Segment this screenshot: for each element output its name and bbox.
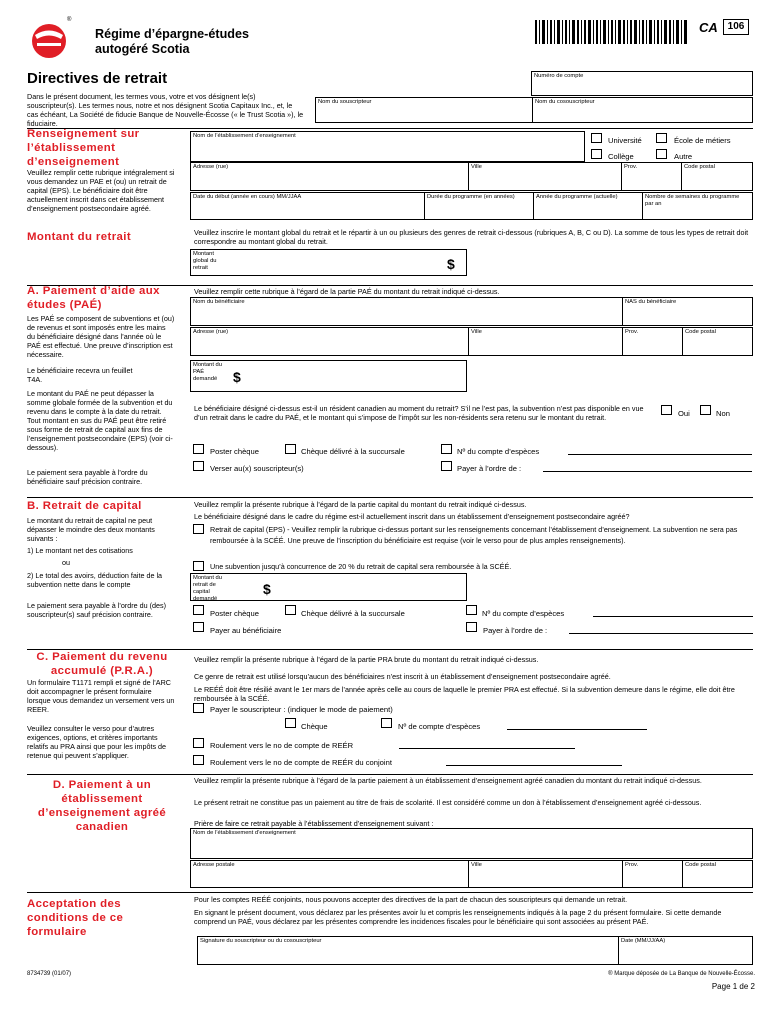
b-eps-label: Retrait de capital (EPS) - Veuillez remplir la rubrique ci-dessus portant sur les renseignements concernant l’établissement d’enseignement. La subvention ne sera pas remboursée à la SCÉÉ. Une preuve de l’inscription du bénéficiaire est requise (voir le verso pour de plus amples renseignements). xyxy=(210,525,738,545)
trademark-note: ® Marque déposée de La Banque de Nouvelle-Écosse. xyxy=(608,971,755,977)
c-rrsp-input[interactable] xyxy=(399,748,575,749)
b-cash-account-label: Nº du compte d’espèces xyxy=(482,609,565,618)
d-province-field[interactable]: Prov. xyxy=(622,860,683,888)
resident-yes-checkbox[interactable] xyxy=(661,405,672,415)
university-label: Université xyxy=(608,136,642,145)
section-b-side-p2: 1) Le montant net des cotisations xyxy=(27,546,133,555)
section-b-side-p4: Le paiement sera payable à l’ordre du (des) souscripteur(s) sauf précision contraire. xyxy=(27,601,167,619)
a-pay-to-input[interactable] xyxy=(543,471,752,472)
b-pay-to-checkbox[interactable] xyxy=(466,622,477,632)
resident-no-checkbox[interactable] xyxy=(700,405,711,415)
signature-field[interactable]: Signature du souscripteur ou du cosouscripteur xyxy=(197,936,619,965)
capital-amount-field[interactable]: Montant du retrait de capital demandé $ xyxy=(190,573,467,601)
a-mail-cheque-label: Poster chèque xyxy=(210,447,259,456)
form-title-line2: autogéré Scotia xyxy=(95,42,190,56)
section-a-side-p4: Le paiement sera payable à l’ordre du bénéficiaire sauf précision contraire. xyxy=(27,468,148,486)
institution-province-field[interactable]: Prov. xyxy=(621,162,682,191)
other-label: Autre xyxy=(674,152,693,161)
beneficiary-name-field[interactable]: Nom du bénéficiaire xyxy=(190,297,623,326)
b-cash-account-input[interactable] xyxy=(593,616,753,617)
c-cash-account-checkbox[interactable] xyxy=(381,718,392,728)
d-address-field[interactable]: Adresse postale xyxy=(190,860,469,888)
c-cheque-checkbox[interactable] xyxy=(285,718,296,728)
beneficiary-sin-field[interactable]: NAS du bénéficiaire xyxy=(622,297,753,326)
b-pay-to-input[interactable] xyxy=(569,633,753,634)
section-a-side-p2: Le bénéficiaire recevra un feuillet T4A. xyxy=(27,366,133,384)
b-branch-cheque-checkbox[interactable] xyxy=(285,605,296,615)
institution-heading: Renseignement sur l’établissement d’enseignement xyxy=(27,128,140,168)
page-number: Page 1 de 2 xyxy=(711,982,755,991)
c-cash-account-label: Nº de compte d’espèces xyxy=(398,722,481,731)
page-title: Directives de retrait xyxy=(27,70,168,87)
b-cash-account-checkbox[interactable] xyxy=(466,605,477,615)
acceptance-heading: Acceptation des conditions de ce formulaire xyxy=(27,898,124,938)
section-d-p2: Prière de faire ce retrait payable à l’établissement d’enseignement suivant : xyxy=(194,819,434,828)
institution-name-field[interactable]: Nom de l’établissement d’enseignement xyxy=(190,131,585,162)
a-cash-account-label: Nº du compte d’espèces xyxy=(457,447,540,456)
b-mail-cheque-label: Poster chèque xyxy=(210,609,259,618)
a-branch-cheque-label: Chèque délivré à la succursale xyxy=(301,447,405,456)
c-cheque-label: Chèque xyxy=(301,722,328,731)
intro-text: Dans le présent document, les termes vous, votre et vos désignent le(s) souscripteur(s). Les termes nous, notre et nos désignent Scotia Capitaux Inc., et, le cas échéant, La Société de fiducie Banque de Nouvelle-Écosse (« le Trust Scotia »), le fiduciaire. xyxy=(27,92,304,128)
amount-heading: Montant du retrait xyxy=(27,231,132,243)
section-b-side-p1: Le montant du retrait de capital ne peut dépasser le moindre des deux montants suivants : xyxy=(27,516,155,543)
scotia-logo xyxy=(27,20,75,60)
section-b-heading: B. Retrait de capital xyxy=(27,500,142,512)
section-d-heading: D. Paiement à un établissement d’enseignement agréé canadien xyxy=(37,779,167,833)
pae-amount-field[interactable]: Montant du PAÉ demandé $ xyxy=(190,360,467,392)
section-b-question: Le bénéficiaire désigné dans le cadre du régime est-il actuellement inscrit dans un établissement d’enseignement postsecondaire agréé? xyxy=(194,512,630,521)
dollar-sign: $ xyxy=(233,369,241,385)
d-city-field[interactable]: Ville xyxy=(468,860,623,888)
institution-city-field[interactable]: Ville xyxy=(468,162,622,191)
section-a-side-p1: Les PAÉ se composent de subventions et (ou) de revenus et sont imposés entre les mains du bénéficiaire désigné dans l’année où le PAÉ est effectué. Une preuve d’inscription est nécessaire. xyxy=(27,314,175,359)
account-number-field[interactable]: Numéro de compte xyxy=(531,71,753,96)
c-rrsp-label: Roulement vers le no de compte de REÉR xyxy=(210,741,354,750)
a-mail-cheque-checkbox[interactable] xyxy=(193,444,204,454)
a-cash-account-input[interactable] xyxy=(568,454,752,455)
a-transfer-checkbox[interactable] xyxy=(193,461,204,471)
c-rrsp-checkbox[interactable] xyxy=(193,738,204,748)
b-pay-beneficiary-checkbox[interactable] xyxy=(193,622,204,632)
b-branch-cheque-label: Chèque délivré à la succursale xyxy=(301,609,405,618)
beneficiary-address-field[interactable]: Adresse (rue) xyxy=(190,327,469,356)
ca-mark: CA xyxy=(699,20,718,35)
b-mail-cheque-checkbox[interactable] xyxy=(193,605,204,615)
dollar-sign: $ xyxy=(263,581,271,597)
c-rrsp-joint-checkbox[interactable] xyxy=(193,755,204,765)
beneficiary-postal-field[interactable]: Code postal xyxy=(682,327,753,356)
trade-school-label: École de métiers xyxy=(674,136,731,145)
b-eps-checkbox[interactable] xyxy=(193,524,204,534)
b-pay-beneficiary-label: Payer au bénéficiaire xyxy=(210,626,282,635)
resident-yes-label: Oui xyxy=(678,409,690,418)
b-repay-label: Une subvention jusqu’à concurrence de 20 % du retrait de capital sera remboursée à la SCÉÉ. xyxy=(210,562,512,571)
section-a-instruction: Veuillez remplir cette rubrique à l’égard de la partie PAÉ du montant du retrait indiqué ci-dessus. xyxy=(194,287,500,296)
program-duration-field[interactable]: Durée du programme (en années) xyxy=(424,192,534,220)
form-title-line1: Régime d’épargne-études xyxy=(95,27,249,41)
section-c-p2: Le REÉÉ doit être résilié avant le 1er mars de l’année après celle au cours de laquelle le premier PRA est effectué. Si la subvention demeure dans le régime, elle doit être remboursée à la SCÉÉ. xyxy=(194,685,735,703)
section-c-side-p1: Un formulaire T1171 rempli et signé de l’ARC doit accompagner le présent formulaire lorsque vous demandez un versement vers un REER. xyxy=(27,678,175,714)
c-rrsp-joint-label: Roulement vers le no de compte de REÉR du conjoint xyxy=(210,758,392,767)
college-label: Collège xyxy=(608,152,634,161)
institution-side-text: Veuillez remplir cette rubrique intégralement si vous demandez un PAE et (ou) un retrait de capital (EPS). Le bénéficiaire doit être actuellement inscrit dans cet établissement d’enseignement postsecondaire agréé. xyxy=(27,168,175,213)
start-date-field[interactable]: Date du début (année en cours) MM/JJAA xyxy=(190,192,425,220)
cosubscriber-name-field[interactable]: Nom du cosouscripteur xyxy=(532,97,753,123)
dollar-sign: $ xyxy=(447,256,455,272)
registered-mark: ® xyxy=(67,17,72,23)
c-pay-subscriber-label: Payer le souscripteur : (indiquer le mode de paiement) xyxy=(210,705,393,714)
section-d-p1: Le présent retrait ne constitue pas un paiement au titre de frais de scolarité. Il est considéré comme un don à l’établissement d’enseignement agréé ci-dessous. xyxy=(194,798,702,807)
acceptance-p2: En signant le présent document, vous déclarez par les présentes avoir lu et compris les renseignements indiqués à la page 2 du présent formulaire. Si cette demande comprend un PAÉ, vous déclarez par les présentes comprendre les incidences fiscales pour le bénéficiaire qui sont associées au présent PAÉ. xyxy=(194,908,722,926)
b-pay-to-label: Payer à l’ordre de : xyxy=(483,626,548,635)
section-d-instruction: Veuillez remplir la présente rubrique à l’égard de la partie paiement à un établissement d’enseignement agréé canadien du montant du retrait indiqué ci-dessus. xyxy=(194,776,702,785)
college-checkbox[interactable] xyxy=(591,149,602,159)
form-title xyxy=(95,27,249,57)
trade-school-checkbox[interactable] xyxy=(656,133,667,143)
date-field[interactable]: Date (MM/JJ/AA) xyxy=(618,936,753,965)
c-pay-subscriber-checkbox[interactable] xyxy=(193,703,204,713)
a-branch-cheque-checkbox[interactable] xyxy=(285,444,296,454)
university-checkbox[interactable] xyxy=(591,133,602,143)
resident-question: Le bénéficiaire désigné ci-dessus est-il un résident canadien au moment du retrait? S’il ne l’est pas, la subvention n’est pas disponible en vue d’un retrait dans le cadre du PAÉ, et le montant qui s’impose de l’impôt sur les non-résidents sera retenu sur le montant du retrait. xyxy=(194,404,644,422)
form-number: 106 xyxy=(723,19,749,35)
c-cash-account-input[interactable] xyxy=(507,729,647,730)
a-transfer-label: Verser au(x) souscripteur(s) xyxy=(210,464,304,473)
beneficiary-city-field[interactable]: Ville xyxy=(468,327,623,356)
d-postal-field[interactable]: Code postal xyxy=(682,860,753,888)
section-c-p1: Ce genre de retrait est utilisé lorsqu’aucun des bénéficiaires n’est inscrit à un établissement d’enseignement postsecondaire agréé. xyxy=(194,672,611,681)
acceptance-p1: Pour les comptes REÉÉ conjoints, nous pouvons accepter des directives de la part de chacun des souscripteurs qui demande un retrait. xyxy=(194,895,628,904)
barcode xyxy=(535,20,688,44)
section-c-side-p2: Veuillez consulter le verso pour d’autres exigences, options, et critères importants relatifs au PRA ainsi que pour les impôts de retenue qui peuvent s’appliquer. xyxy=(27,724,167,760)
total-amount-field[interactable]: Montant global du retrait $ xyxy=(190,249,467,276)
resident-no-label: Non xyxy=(716,409,730,418)
other-checkbox[interactable] xyxy=(656,149,667,159)
b-repay-checkbox[interactable] xyxy=(193,561,204,571)
form-code: 8734739 (01/07) xyxy=(27,971,72,977)
a-pay-to-checkbox[interactable] xyxy=(441,461,452,471)
section-a-heading: A. Paiement d’aide aux études (PAÉ) xyxy=(27,285,160,311)
a-pay-to-label: Payer à l’ordre de : xyxy=(457,464,522,473)
institution-address-field[interactable]: Adresse (rue) xyxy=(190,162,469,191)
weeks-per-year-field[interactable]: Nombre de semaines du programme par an xyxy=(642,192,753,220)
program-year-field[interactable]: Année du programme (actuelle) xyxy=(533,192,643,220)
subscriber-name-field[interactable]: Nom du souscripteur xyxy=(315,97,533,123)
amount-text: Veuillez inscrire le montant global du retrait et le répartir à un ou plusieurs des genres de retrait ci-dessous (rubriques A, B, C ou D). La somme de tous les types de retrait doit correspondre au montant global du retrait. xyxy=(194,228,749,246)
beneficiary-province-field[interactable]: Prov. xyxy=(622,327,683,356)
institution-postal-field[interactable]: Code postal xyxy=(681,162,753,191)
section-c-heading: C. Paiement du revenu accumulé (P.R.A.) xyxy=(36,651,168,677)
section-b-instruction: Veuillez remplir la présente rubrique à l’égard de la partie capital du montant du retrait indiqué ci-dessus. xyxy=(194,500,527,509)
section-b-side-p3: 2) Le total des avoirs, déduction faite de la subvention nette dans le compte xyxy=(27,571,163,589)
a-cash-account-checkbox[interactable] xyxy=(441,444,452,454)
d-institution-name-field[interactable]: Nom de l’établissement d’enseignement xyxy=(190,828,753,859)
section-c-instruction: Veuillez remplir la présente rubrique à l’égard de la partie PRA brute du montant du retrait indiqué ci-dessus. xyxy=(194,655,539,664)
section-b-side-or: ou xyxy=(62,558,70,567)
c-rrsp-joint-input[interactable] xyxy=(446,765,622,766)
section-a-side-p3: Le montant du PAÉ ne peut dépasser la somme globale formée de la subvention et du revenu dans le compte à la date du retrait. Tout montant en sus du PAÉ peut être retiré sous forme de retrait de capital aux fins de l’enseignement postsecondaire (EPS) (voir ci-dessous). xyxy=(27,389,173,452)
